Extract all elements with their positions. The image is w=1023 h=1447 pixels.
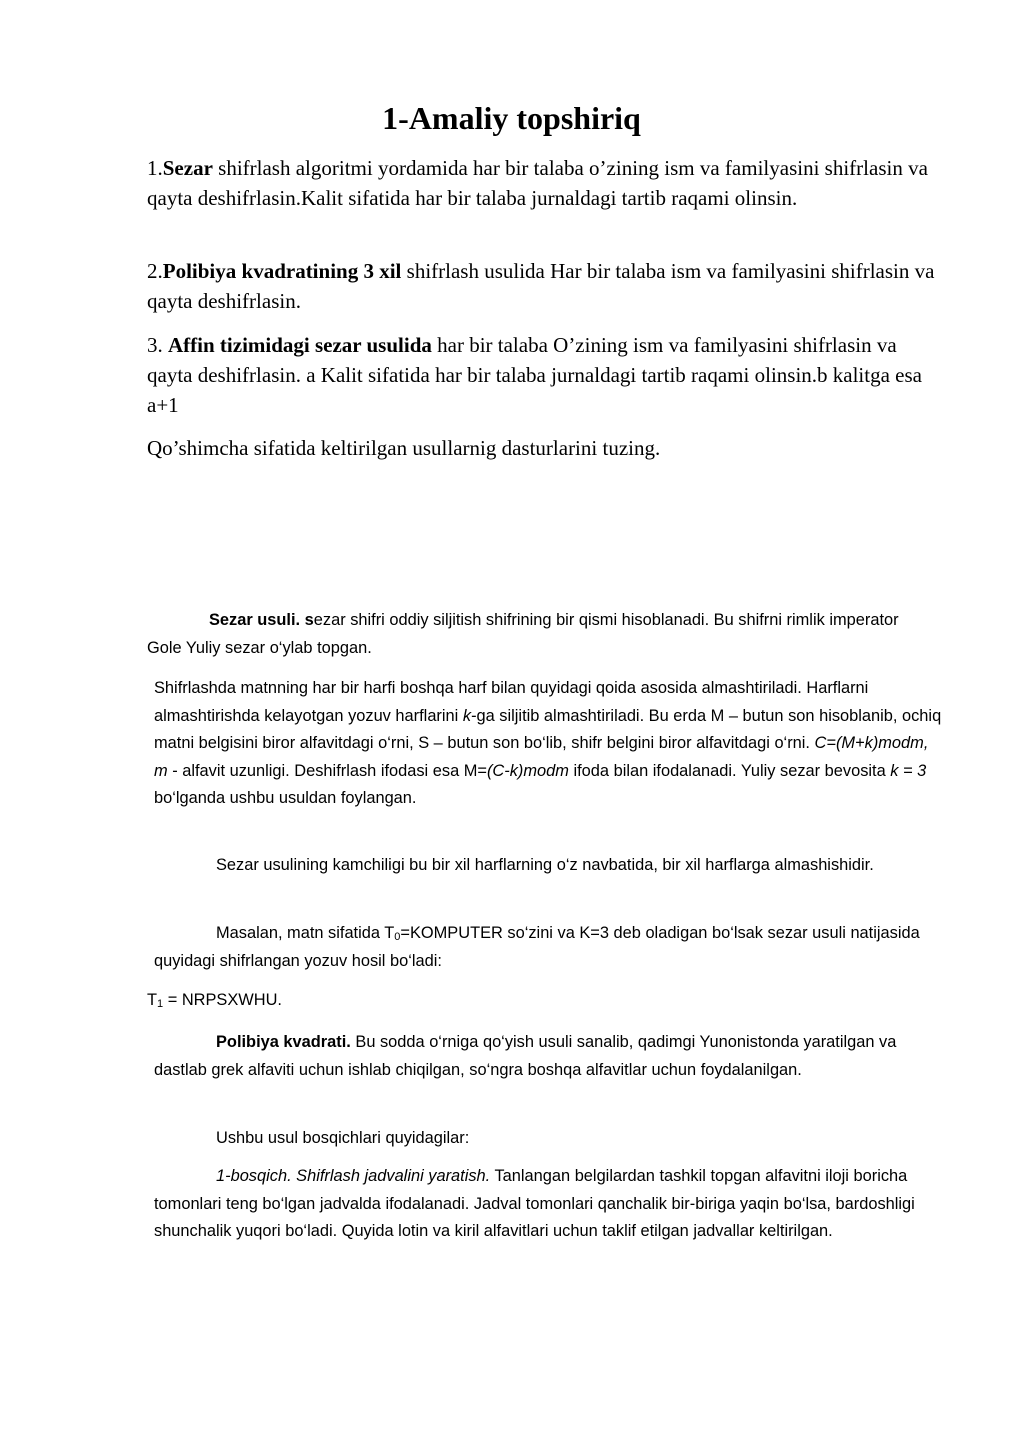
subscript: 1 [157,998,164,1010]
sezar-heading: Sezar usuli. s [209,611,314,629]
paragraph-text: Shifrlashda matnning har bir harfi boshqa harf bilan quyidagi qoida asosida almashtiriladi. Harflarni almashtirishda kelayotgan yozuv harflarini [154,679,869,725]
subscript: 0 [394,931,401,943]
task-3-bold: Affin tizimidagi sezar usulida [168,333,432,357]
paragraph-text: - alfavit uzunligi. Deshifrlash ifodasi esa M= [167,761,487,780]
task-2-number: 2. [147,259,163,283]
paragraph-text: bo‘lganda ushbu usuldan foylangan. [154,789,417,807]
task-3-number: 3. [147,333,168,357]
paragraph-text: Tanlangan belgilardan tashkil topgan alfavitni iloji boricha tomonlari teng bo‘lgan jadvalda ifodalanadi. Jadval tomonlari qanchalik bir-biriga yaqin bo‘lsa, bardoshligi shunchalik yuqori bo‘ladi. Quyida lotin va kiril alfavitlari uchun taklif etilgan jadvallar keltirilgan. [154,1167,915,1240]
polibiya-heading: Polibiya kvadrati. [216,1033,351,1051]
step-1-heading: 1-bosqich. Shifrlash jadvalini yaratish. [216,1167,491,1185]
paragraph-steps-intro: Ushbu usul bosqichlari quyidagilar: [216,1129,470,1147]
paragraph-text: Sezar usulining kamchiligi bu bir xil harflarning o‘z navbatida, bir xil harflarga almashishidir. [216,856,874,874]
paragraph-sezar-intro [147,607,937,662]
task-1-bold: Sezar [162,156,213,180]
task-2-bold: Polibiya kvadratining 3 xil [162,259,402,283]
paragraph-text: ifoda bilan ifodalanadi. Yuliy sezar bevosita [568,761,891,780]
task-3-text: har bir talaba O’zining ism va familyasini shifrlasin va qayta deshifrlasin. a Kalit sifatida har bir talaba jurnaldagi tartib raqami olinsin.b kalitga esa a+1 [147,333,922,417]
paragraph-text: =KOMPUTER so‘zini va K=3 deb oladigan bo‘lsak sezar usuli natijasida quyidagi shifrlangan yozuv hosil bo‘ladi: [154,924,920,970]
paragraph-step-1 [154,1163,944,1246]
page-title: 1-Amaliy topshiriq [382,100,641,136]
paragraph-text: T [147,991,158,1009]
task-4: Qo’shimcha sifatida keltirilgan usullarnig dasturlarini tuzing. [147,436,661,460]
formula-encrypt: C=(M+k)modm, m [154,734,929,780]
paragraph-example [154,920,944,975]
paragraph-text: = NRPSXWHU. [163,991,282,1009]
task-2-text: shifrlash usulida Har bir talaba ism va familyasini shifrlasin va qayta deshifrlasin. [147,259,935,313]
task-2 [147,256,947,316]
task-1-text: shifrlash algoritmi yordamida har bir talaba o’zining ism va familyasini shifrlasin va qayta deshifrlasin.Kalit sifatida har bir talaba jurnaldagi tartib raqami olinsin. [147,156,928,210]
formula-k-value: k = 3 [890,761,927,780]
paragraph-text: -ga siljitib almashtiriladi. Bu erda M – butun son hisoblanib, ochiq matni belgisini biror alfavitdagi o‘rni, S – butun son bo‘lib, shifr belgini biror alfavitdagi o‘rni. [154,706,942,752]
task-3 [147,330,947,420]
paragraph-sezar-weakness [154,852,944,880]
paragraph-text: Masalan, matn sifatida T [216,924,395,942]
formula-decrypt: (C-k)modm [486,761,569,780]
paragraph-polibiya-intro [154,1029,944,1084]
paragraph-example-result [147,987,937,1015]
paragraph-sezar-formula [154,675,944,813]
formula-k: k [462,706,472,725]
task-1-number: 1. [147,156,163,180]
paragraph-text: ezar shifri oddiy siljitish shifrining bir qismi hisoblanadi. Bu shifrni rimlik imperator Gole Yuliy sezar o‘ylab topgan. [147,611,899,657]
task-1 [147,153,947,213]
paragraph-text: Bu sodda o‘rniga qo‘yish usuli sanalib, qadimgi Yunonistonda yaratilgan va dastlab grek alfaviti uchun ishlab chiqilgan, so‘ngra boshqa alfavitlar uchun foydalanilgan. [154,1033,897,1079]
